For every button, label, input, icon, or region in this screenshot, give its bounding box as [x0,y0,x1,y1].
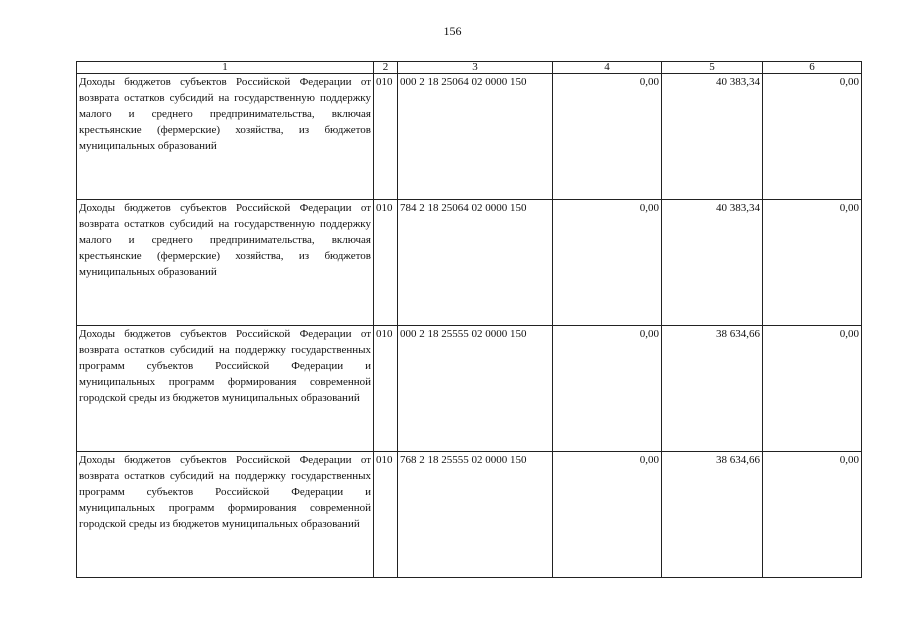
row-value-col6: 0,00 [763,74,862,200]
column-header-1: 1 [77,62,374,74]
row-value-col5: 38 634,66 [662,452,763,578]
row-value-col6: 0,00 [763,452,862,578]
row-value-col4: 0,00 [553,74,662,200]
row-kbk: 768 2 18 25555 02 0000 150 [398,452,553,578]
row-description: Доходы бюджетов субъектов Российской Федерации от возврата остатков субсидий на государственную поддержку малого и среднего предпринимательства, включая крестьянские (фермерские) хозяйства, из бюджетов муниципальных образований [77,200,374,326]
table-row [77,200,862,326]
table-row [77,326,862,452]
table-row [77,452,862,578]
row-code: 010 [374,326,398,452]
page-number: 156 [443,24,462,38]
row-kbk: 784 2 18 25064 02 0000 150 [398,200,553,326]
column-header-5: 5 [662,62,763,74]
column-header-6: 6 [763,62,862,74]
row-value-col6: 0,00 [763,200,862,326]
row-value-col4: 0,00 [553,200,662,326]
row-kbk: 000 2 18 25555 02 0000 150 [398,326,553,452]
column-header-4: 4 [553,62,662,74]
column-number-header-row [77,62,862,74]
row-value-col4: 0,00 [553,452,662,578]
row-description: Доходы бюджетов субъектов Российской Федерации от возврата остатков субсидий на поддержку государственных программ субъектов Российской Федерации и муниципальных программ формирования современной городской среды из бюджетов муниципальных образований [77,326,374,452]
row-value-col5: 40 383,34 [662,200,763,326]
revenue-table [76,61,862,578]
row-value-col5: 40 383,34 [662,74,763,200]
row-value-col4: 0,00 [553,326,662,452]
row-value-col6: 0,00 [763,326,862,452]
row-code: 010 [374,74,398,200]
row-code: 010 [374,200,398,326]
row-code: 010 [374,452,398,578]
row-description: Доходы бюджетов субъектов Российской Федерации от возврата остатков субсидий на государственную поддержку малого и среднего предпринимательства, включая крестьянские (фермерские) хозяйства, из бюджетов муниципальных образований [77,74,374,200]
row-value-col5: 38 634,66 [662,326,763,452]
table-row [77,74,862,200]
column-header-3: 3 [398,62,553,74]
row-description: Доходы бюджетов субъектов Российской Федерации от возврата остатков субсидий на поддержку государственных программ субъектов Российской Федерации и муниципальных программ формирования современной городской среды из бюджетов муниципальных образований [77,452,374,578]
row-kbk: 000 2 18 25064 02 0000 150 [398,74,553,200]
column-header-2: 2 [374,62,398,74]
